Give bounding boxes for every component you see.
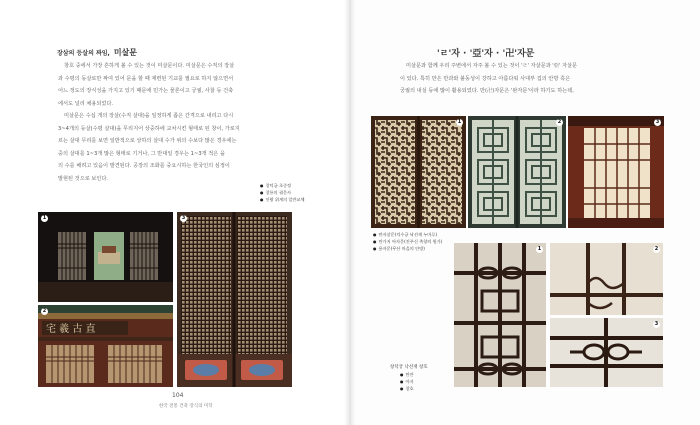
text-line: 미살문과 함께 우리 주변에서 자주 볼 수 있는 것이 'ㄹ' 자살문과 '亞' 자살문 bbox=[406, 63, 577, 69]
caption-item: ● 만잔 bbox=[400, 371, 428, 378]
photo-badge: 3 bbox=[655, 119, 660, 125]
photo-lattice-detail-top bbox=[550, 243, 663, 315]
photo-aja-lattice bbox=[468, 116, 566, 228]
photo-yongja-door bbox=[568, 116, 664, 228]
sub-caption-title: 창덕궁 낙선재 창호 bbox=[390, 365, 428, 370]
right-body-text bbox=[400, 60, 577, 98]
right-sub-caption bbox=[390, 364, 428, 392]
photo-badge: 2 bbox=[42, 308, 47, 314]
photo-badge: 3 bbox=[181, 215, 186, 221]
caption-item: ● 창룡의 궐문사 bbox=[260, 189, 305, 196]
photo-grid-doors bbox=[177, 212, 292, 387]
text-line: 르는 살대 무리를 보면 일반적으로 상하의 살대 수가 위의 수보다 많은 경우에는 bbox=[58, 138, 237, 144]
book-gutter bbox=[344, 0, 356, 425]
caption-item: ● 만자살문(덕수궁 낙선재 누마루) bbox=[373, 231, 442, 238]
text-line: 창호 중에서 가장 흔하게 볼 수 있는 것이 미살문이다. 미살문은 수직의 장살 bbox=[64, 63, 235, 69]
text-line: 궁궐의 내실 등에 많이 활용되었다. 만(卍)자문은 '완자문'이라 하기도 하는데, bbox=[400, 88, 574, 94]
text-line: 에서도 널리 채용되었다. bbox=[58, 100, 114, 107]
left-heading-sub: 장삼의 등살의 짜임, bbox=[57, 50, 110, 57]
caption-item: ● 창덕궁 초중정 bbox=[260, 182, 305, 189]
caption-item: ● 인왕 위계의 일반교체 bbox=[260, 196, 305, 203]
photo-lattice-detail-bottom bbox=[550, 318, 663, 387]
photo-badge: 3 bbox=[654, 321, 659, 327]
left-body-text bbox=[58, 60, 240, 185]
text-line: 3~4개의 등살(수평 살대)을 무리지어 상중하에 교차시킨 형태로 된 창이, 가로지 bbox=[58, 125, 240, 132]
caption-item: ● 창호 bbox=[400, 385, 428, 392]
text-line: 과 수평의 동살로만 짜여 있어 문을 할 때 재련된 기교를 필요로 하지 않으면서 bbox=[58, 75, 234, 82]
photo-badge: 1 bbox=[537, 246, 542, 252]
text-line: 중의 살대를 1~3개 많은 형태로 기거나, 그 반대일 경우는 1~3개 적은 을 bbox=[58, 150, 225, 157]
left-heading bbox=[57, 47, 137, 58]
photo-manja-lattice bbox=[371, 116, 466, 228]
caption-item: ● 용자문(무산 마을의 안방) bbox=[373, 245, 442, 252]
photo-interior-window bbox=[38, 212, 173, 302]
right-caption-list bbox=[373, 231, 442, 252]
text-line: 어느 정도의 장식성을 가지고 있기 때문에 민가는 물론이고 궁궐, 사찰 등 건축 bbox=[58, 88, 234, 94]
left-heading-main: 미살문 bbox=[113, 48, 138, 57]
photo-lattice-closeup bbox=[454, 243, 546, 387]
left-caption-list bbox=[260, 182, 305, 203]
caption-item: ● 만가지 아자문(진주신 촉향의 원가) bbox=[373, 238, 442, 245]
right-heading: 'ㄹ'자 · '亞'자 · '卍'자문 bbox=[437, 49, 535, 59]
svg-text:宅 羲 古 直: 宅 羲 古 直 bbox=[46, 324, 96, 335]
page-number: 104 bbox=[172, 392, 184, 399]
text-line: 미살문은 수십 개의 장살(수직 살대)을 일정하게 좁은 간격으로 내리고 다시 bbox=[64, 113, 234, 119]
photo-badge: 2 bbox=[654, 246, 659, 252]
photo-badge: 1 bbox=[457, 119, 462, 125]
running-footer: 한국 전통 건축 장식의 미학 bbox=[159, 404, 213, 409]
text-line: 이 있다. 특히 만은 만과와 불동성이 강하고 아름다워 사대부 집의 안방 혹은 bbox=[400, 75, 571, 82]
caption-item: ● 아자 bbox=[400, 378, 428, 385]
photo-building-facade bbox=[38, 305, 173, 387]
photo-badge: 2 bbox=[557, 119, 562, 125]
text-line: 의 수를 배려고 있음이 발견된다. 공장의 조화를 중요시하는 한국인의 심정이 bbox=[58, 163, 230, 169]
photo-badge: 1 bbox=[42, 215, 47, 221]
text-line: 발현된 것으로 보인다. bbox=[58, 175, 109, 182]
sub-caption-list bbox=[400, 371, 428, 392]
